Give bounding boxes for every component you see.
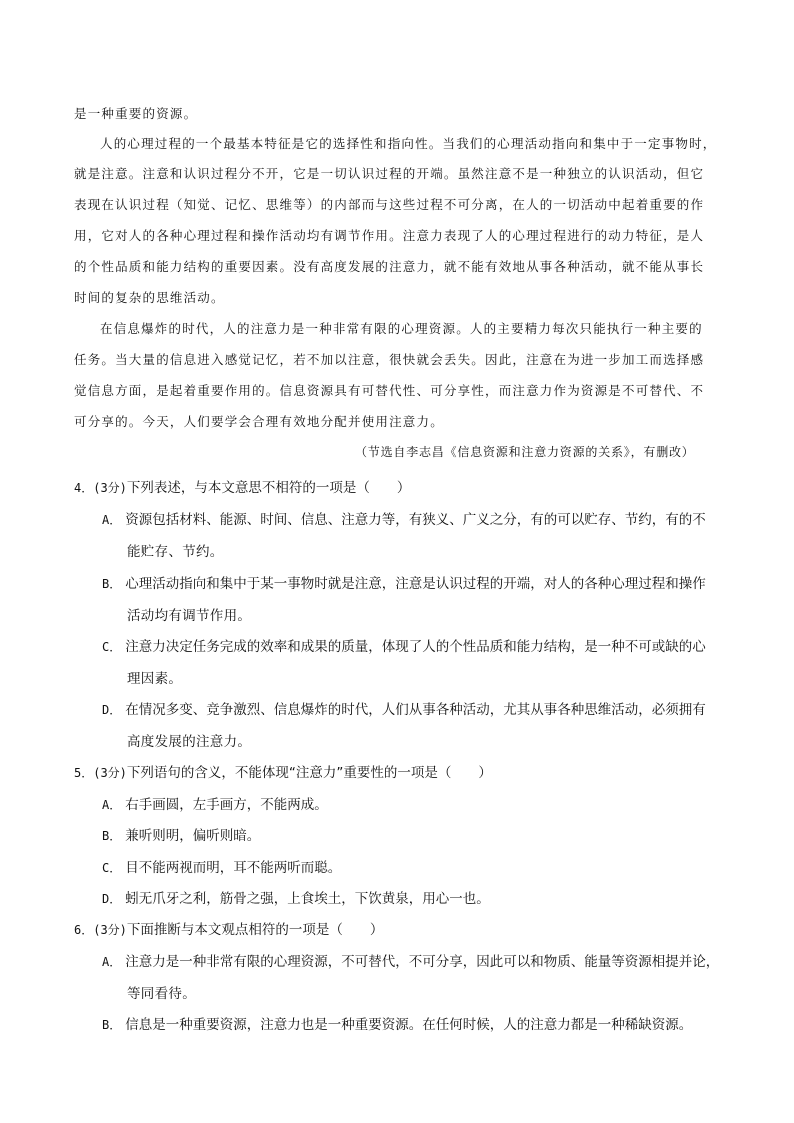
passage-source: （节选自李志昌《信息资源和注意力资源的关系》，有删改） [355, 445, 695, 459]
question-6 [74, 918, 383, 939]
option-letter: B． [102, 577, 122, 591]
option-c[interactable] [102, 635, 706, 656]
option-a[interactable] [102, 950, 719, 971]
question-stem: 下列语句的含义，不能体现“注意力”重要性的一项是（ ） [126, 765, 492, 781]
option-letter: C． [102, 640, 122, 654]
option-text-cont: 高度发展的注意力。 [127, 734, 252, 750]
option-text-cont: 等同看待。 [127, 986, 196, 1002]
option-text: 兼听则明，偏听则暗。 [125, 828, 261, 844]
option-text: 右手画圆，左手画方，不能两成。 [125, 797, 328, 813]
passage-line: 表现在认识过程（知觉、记忆、思维等）的内部而与这些过程不可分离，在人的一切活动中起着重要的作 [74, 197, 705, 212]
option-letter: B． [102, 1018, 122, 1032]
option-text-cont: 能贮存、节约。 [127, 544, 224, 560]
option-letter: C． [102, 861, 122, 875]
passage-line: 是一种重要的资源。 [74, 106, 198, 121]
option-text: 在情况多变、竞争激烈、信息爆炸的时代，人们从事各种活动，尤其从事各种思维活动，必须拥有 [125, 702, 706, 718]
passage-line: 可分享的。今天，人们要学会合理有效地分配并使用注意力。 [74, 414, 444, 429]
option-d[interactable] [102, 887, 490, 908]
question-number: 6．(3分) [74, 923, 127, 937]
passage-line: 的个性品质和能力结构的重要因素。没有高度发展的注意力，就不能有效地从事各种活动，就不能从事长 [74, 259, 705, 274]
passage-line: 用，它对人的各种心理过程和操作活动均有调节作用。注意力表现了人的心理过程进行的动力特征，是人 [74, 228, 705, 243]
option-letter: A． [102, 798, 122, 812]
question-4 [74, 476, 410, 497]
passage-line: 觉信息方面，是起着重要作用的。信息资源具有可替代性、可分享性，而注意力作为资源是不可替代、不 [74, 383, 705, 398]
option-b[interactable] [102, 1013, 692, 1034]
option-letter: A． [102, 955, 122, 969]
option-b[interactable] [102, 824, 260, 845]
option-d[interactable] [102, 698, 706, 719]
passage-line: 时间的复杂的思维活动。 [74, 290, 225, 305]
passage-line: 任务。当大量的信息进入感觉记忆，若不加以注意，很快就会丢失。因此，注意在为进一步加工而选择感 [74, 352, 705, 367]
option-letter: D． [102, 703, 122, 717]
passage-line: 人的心理过程的一个最基本特征是它的选择性和指向性。当我们的心理活动指向和集中于一定事物时， [100, 136, 717, 151]
option-letter: D． [102, 892, 122, 906]
option-letter: A． [102, 513, 122, 527]
option-text-cont: 理因素。 [127, 671, 183, 687]
option-text: 心理活动指向和集中于某一事物时就是注意，注意是认识过程的开端，对人的各种心理过程和操作 [125, 576, 706, 592]
option-text: 注意力是一种非常有限的心理资源，不可替代，不可分享，因此可以和物质、能量等资源相提并论， [125, 954, 720, 970]
option-text: 注意力决定任务完成的效率和成果的质量，体现了人的个性品质和能力结构，是一种不可或缺的心 [125, 639, 706, 655]
question-stem: 下列表述，与本文意思不相符的一项是（ ） [126, 480, 411, 496]
option-text: 资源包括材料、能源、时间、信息、注意力等，有狭义、广义之分，有的可以贮存、节约，有的不 [125, 512, 706, 528]
passage-line: 就是注意。注意和认识过程分不开，它是一切认识过程的开端。虽然注意不是一种独立的认识活动，但它 [74, 166, 705, 181]
option-a[interactable] [102, 508, 706, 529]
option-text-cont: 活动均有调节作用。 [127, 608, 252, 624]
option-text: 目不能两视而明，耳不能两听而聪。 [125, 860, 342, 876]
option-text: 信息是一种重要资源，注意力也是一种重要资源。在任何时候，人的注意力都是一种稀缺资源。 [125, 1017, 693, 1033]
question-5 [74, 761, 492, 782]
question-number: 4．(3分) [74, 481, 127, 495]
option-b[interactable] [102, 572, 706, 593]
option-c[interactable] [102, 856, 341, 877]
option-letter: B． [102, 829, 122, 843]
passage-line: 在信息爆炸的时代，人的注意力是一种非常有限的心理资源。人的主要精力每次只能执行一种主要的 [100, 321, 703, 336]
option-text: 蚓无爪牙之利，筋骨之强，上食埃土，下饮黄泉，用心一也。 [125, 891, 490, 907]
question-number: 5．(3分) [74, 766, 127, 780]
question-stem: 下面推断与本文观点相符的一项是（ ） [126, 922, 384, 938]
option-a[interactable] [102, 793, 328, 814]
